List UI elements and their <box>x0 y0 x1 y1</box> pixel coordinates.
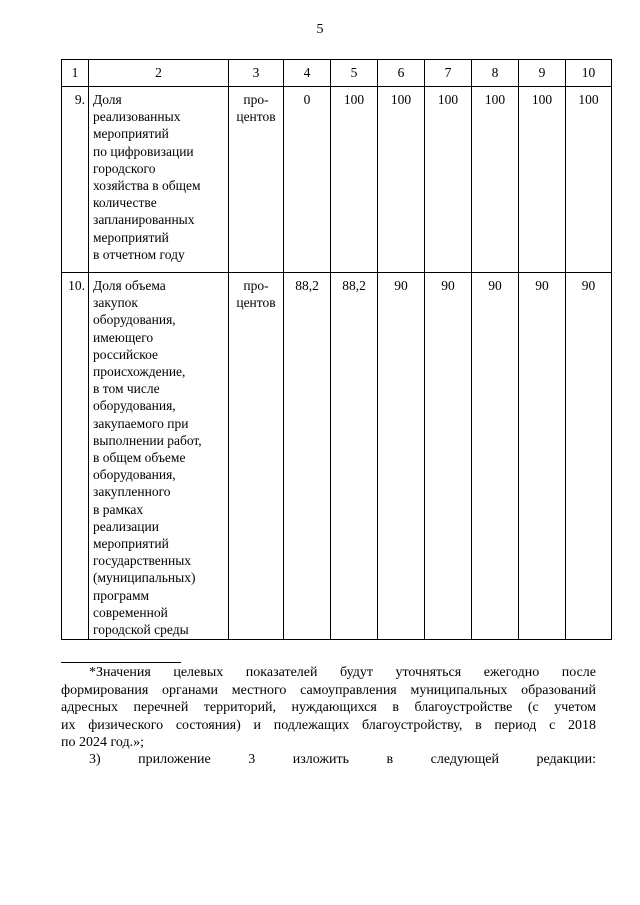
indicator-name-line: оборудования, <box>93 467 176 483</box>
indicator-name-line: в отчетном году <box>93 246 185 262</box>
column-header: 1 <box>62 60 89 87</box>
value-cell: 90 <box>519 273 566 640</box>
indicator-name-line: имеющего <box>93 329 154 345</box>
indicator-name-line: реализации <box>93 518 159 534</box>
unit-line: центов <box>236 295 276 311</box>
column-header: 4 <box>284 60 331 87</box>
value-cell: 100 <box>378 87 425 273</box>
column-header: 5 <box>331 60 378 87</box>
indicator-name-line: количестве <box>93 195 157 211</box>
indicator-name-line: (муниципальных) <box>93 570 196 586</box>
value-cell: 100 <box>566 87 612 273</box>
footnote-line: адресных перечней территорий, нуждающихся в благоустройстве (с учетом <box>61 700 596 716</box>
indicator-name-line: реализованных <box>93 109 181 125</box>
value-cell: 100 <box>331 87 378 273</box>
indicator-name <box>89 273 229 640</box>
value-cell: 100 <box>472 87 519 273</box>
indicator-name-line: Доля <box>93 92 122 107</box>
value-cell: 90 <box>472 273 519 640</box>
amendment-instruction: 3) приложение 3 изложить в следующей редакции: <box>89 752 596 767</box>
value-cell: 100 <box>519 87 566 273</box>
value-cell: 88,2 <box>284 273 331 640</box>
indicator-name-line: в общем объеме <box>93 450 186 466</box>
value-cell: 88,2 <box>331 273 378 640</box>
column-header: 6 <box>378 60 425 87</box>
header-row <box>62 60 612 87</box>
value-cell: 0 <box>284 87 331 273</box>
footnote-line: их физического состояния) и подлежащих благоустройству, в период с 2018 <box>61 717 596 733</box>
indicator-name-line: Доля объема <box>93 278 166 293</box>
indicator-name-line: закупленного <box>93 484 171 500</box>
column-header: 3 <box>229 60 284 87</box>
indicator-name-line: в рамках <box>93 501 144 517</box>
indicator-name-line: оборудования, <box>93 398 176 414</box>
indicator-name <box>89 87 229 273</box>
column-header: 8 <box>472 60 519 87</box>
unit-cell <box>229 87 284 273</box>
indicator-name-line: по цифровизации <box>93 143 194 159</box>
indicator-name-line: закупок <box>93 295 138 311</box>
value-cell: 90 <box>566 273 612 640</box>
indicator-name-line: мероприятий <box>93 126 169 142</box>
column-header: 9 <box>519 60 566 87</box>
unit-line: про- <box>243 92 269 107</box>
indicator-name-line: закупаемого при <box>93 415 189 431</box>
table-row <box>62 87 612 273</box>
row-number: 9. <box>62 87 89 273</box>
value-cell: 100 <box>425 87 472 273</box>
indicator-name-line: современной <box>93 604 168 620</box>
indicator-name-line: российское <box>93 346 159 362</box>
indicator-name-line: городского <box>93 160 156 176</box>
table-row <box>62 273 612 640</box>
indicator-name-line: происхождение, <box>93 364 186 380</box>
column-header: 10 <box>566 60 612 87</box>
indicator-name-line: программ <box>93 587 150 603</box>
indicator-name-line: городской среды <box>93 622 189 638</box>
indicator-name-line: мероприятий <box>93 229 169 245</box>
unit-line: про- <box>243 278 269 293</box>
row-number: 10. <box>62 273 89 640</box>
footnote-line: формирования органами местного самоуправления муниципальных образований <box>61 682 596 698</box>
unit-cell <box>229 273 284 640</box>
page-number: 5 <box>316 22 324 37</box>
column-header: 2 <box>89 60 229 87</box>
footnote-line: по 2024 год.»; <box>61 735 144 751</box>
indicator-name-line: хозяйства в общем <box>93 178 201 194</box>
unit-line: центов <box>236 109 276 125</box>
value-cell: 90 <box>425 273 472 640</box>
indicator-name-line: оборудования, <box>93 312 176 328</box>
column-header: 7 <box>425 60 472 87</box>
indicator-name-line: выполнении работ, <box>93 432 202 448</box>
footnote <box>61 664 596 752</box>
footnote-line: *Значения целевых показателей будут уточняться ежегодно после <box>89 665 596 680</box>
indicator-name-line: государственных <box>93 553 192 569</box>
value-cell: 90 <box>378 273 425 640</box>
indicator-name-line: в том числе <box>93 381 160 397</box>
footnote-divider <box>61 662 181 663</box>
indicator-name-line: запланированных <box>93 212 195 228</box>
indicator-name-line: мероприятий <box>93 536 169 552</box>
indicators-table <box>61 59 612 640</box>
